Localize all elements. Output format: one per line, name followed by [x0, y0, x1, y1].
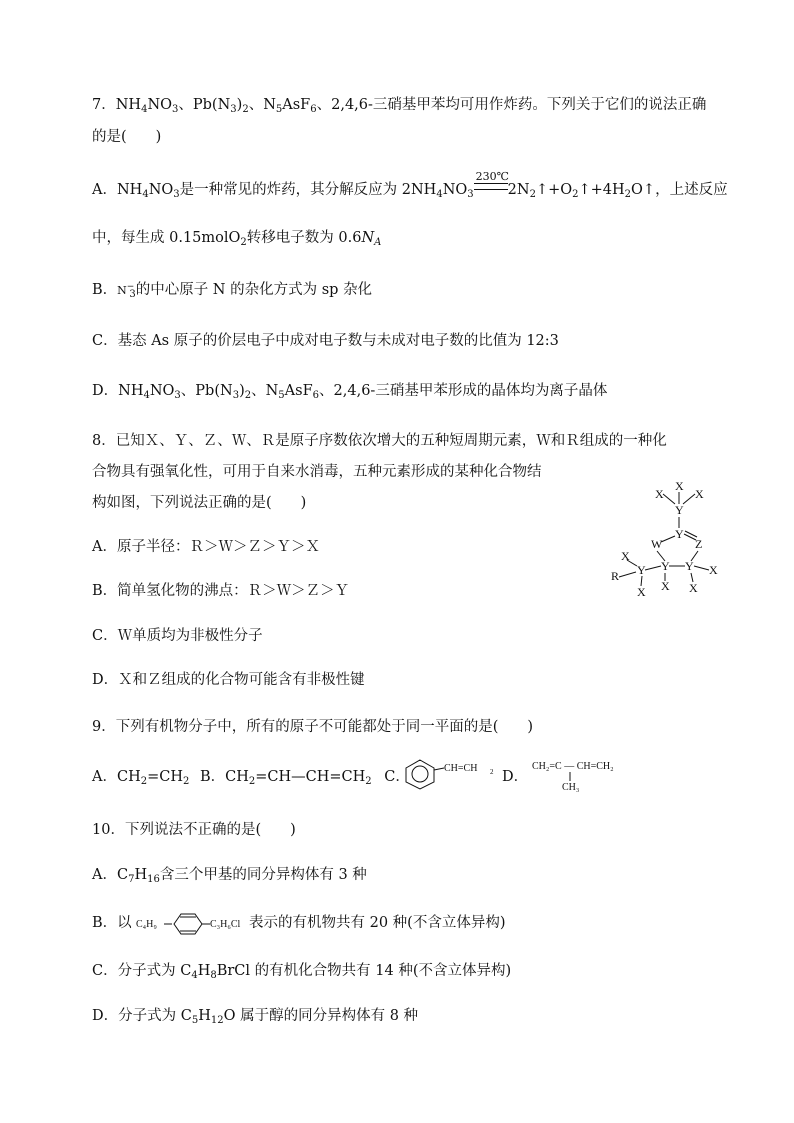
svg-text:C₄H₉: C₄H₉ [136, 919, 157, 930]
svg-text:C₃H₆Cl: C₃H₆Cl [210, 919, 241, 930]
q9-option-a: A．$CH_2=CH_2$ [92, 769, 190, 787]
struct-atom-label: Y [685, 559, 694, 573]
q7-option-d: D．$NH_4NO_3$、$Pb(N_3)_2$、$N_5AsF_6$、2,4,6-三硝基甲苯形成的晶体均为离子晶体 [92, 383, 608, 401]
q7-stem-line1: 7．$NH_4NO_3$、$Pb(N_3)_2$、$N_5AsF_6$、2,4,6-三硝基甲苯均可用作炸药。下列关于它们的说法正确 [92, 97, 707, 115]
q8-stem-line3: 构如图，下列说法正确的是( ) [92, 495, 307, 511]
q8-option-c: C．Ｗ单质均为非极性分子 [92, 628, 263, 644]
struct-atom-label: X [655, 487, 664, 501]
struct-atom-label: X [621, 549, 630, 563]
q7-stem-line2: 的是( ) [92, 129, 162, 145]
struct-atom-label: X [695, 487, 704, 501]
isoprene-structure [530, 756, 640, 792]
reaction-condition: 230℃ [474, 180, 508, 200]
q10-option-d: D．分子式为 $C_5H_{12}O$ 属于醇的同分异构体有 8 种 [92, 1008, 419, 1026]
q8-stem-line1: 8．已知Ｘ、Ｙ、Ｚ、Ｗ、Ｒ是原子序数依次增大的五种短周期元素，Ｗ和Ｒ组成的一种化 [92, 433, 667, 449]
q10-option-b: B．以 [92, 915, 132, 931]
struct-atom-label: X [675, 479, 684, 493]
q9-stem: 9．下列有机物分子中，所有的原子不可能都处于同一平面的是( ) [92, 719, 534, 735]
q7-option-b: B．$N^-_3$的中心原子 N 的杂化方式为 sp 杂化 [92, 282, 373, 300]
struct-atom-label: X [709, 563, 718, 577]
q8-structure-diagram [605, 476, 745, 616]
q8-stem-line2: 合物具有强氧化性，可用于自来水消毒，五种元素形成的某种化合物结 [92, 464, 542, 480]
q9-option-d-label: D． [502, 769, 529, 785]
q9-options [92, 767, 410, 787]
q8-option-a: A．原子半径：Ｒ＞Ｗ＞Ｚ＞Ｙ＞Ｘ [92, 539, 320, 555]
svg-text:2: 2 [490, 768, 494, 776]
q10-option-c: C．分子式为 $C_4H_8BrCl$ 的有机化合物共有 14 种(不含立体异构) [92, 963, 512, 981]
q10-stem: 10．下列说法不正确的是( ) [92, 822, 296, 838]
q10-option-b-text: 表示的有机物共有 20 种(不含立体异构) [249, 915, 506, 931]
struct-atom-label: R [611, 569, 620, 583]
q7-option-c: C．基态 As 原子的价层电子中成对电子数与未成对电子数的比值为 12:3 [92, 333, 559, 349]
struct-atom-label: Y [675, 527, 684, 541]
struct-atom-label: Y [637, 563, 646, 577]
svg-text:CH₂=C — CH=CH₂: CH₂=C — CH=CH₂ [532, 761, 614, 772]
q7-option-a-line1: A．$NH_4NO_3$是一种常见的炸药，其分解反应为 $2NH_4NO_3$ 230℃ $2N_2↑+O_2↑+4H_2O↑$，上述反应 [92, 170, 728, 200]
struct-atom-label: W [651, 537, 663, 551]
struct-atom-label: X [637, 585, 646, 599]
svg-text:CH=CH: CH=CH [444, 763, 478, 774]
q10-option-a: A．$C_7H_{16}$含三个甲基的同分异构体有 3 种 [92, 867, 367, 885]
q7-option-a-line2: 中，每生成 0.15molO$_2$转移电子数为 $0.6N_A$ [92, 230, 382, 248]
struct-atom-label: Y [675, 503, 684, 517]
q8-option-d: D．Ｘ和Ｚ组成的化合物可能含有非极性键 [92, 672, 365, 688]
struct-atom-label: Z [695, 537, 703, 551]
struct-atom-label: X [689, 581, 698, 595]
disubstituted-benzene-structure [136, 910, 256, 938]
q9-option-b: B．$CH_2=CH—CH=CH_2$ [199, 769, 372, 787]
struct-atom-label: Y [661, 559, 670, 573]
q8-option-b: B．简单氢化物的沸点：Ｒ＞Ｗ＞Ｚ＞Ｙ [92, 583, 350, 599]
struct-atom-label: X [661, 579, 670, 593]
styrene-structure [404, 756, 496, 792]
q9-option-c-label: C． [384, 769, 410, 785]
svg-text:CH₃: CH₃ [562, 782, 580, 792]
